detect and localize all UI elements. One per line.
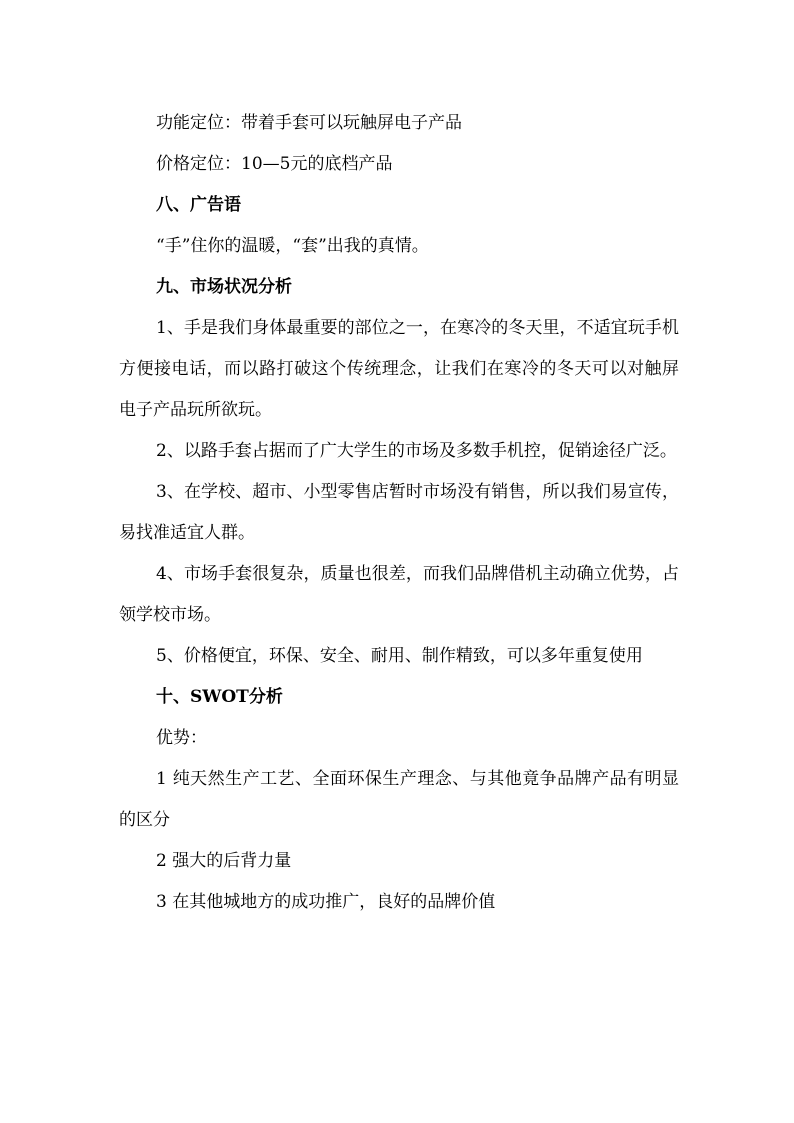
paragraph-price-positioning: 价格定位：10—5元的底档产品 (156, 154, 393, 174)
paragraph-strength-2: 2 强大的后背力量 (156, 851, 292, 871)
paragraph-market-point-2: 2、以路手套占据而了广大学生的市场及多数手机控，促销途径广泛。 (156, 441, 677, 461)
paragraph-strength-1: 1 纯天然生产工艺、全面环保生产理念、与其他竟争品牌产品有明显的区分 (119, 769, 679, 830)
heading-swot-analysis: 十、SWOT分析 (156, 687, 283, 707)
paragraph-slogan: “手”住你的温暖，“套”出我的真情。 (156, 236, 429, 256)
heading-market-analysis: 九、市场状况分析 (156, 277, 292, 297)
paragraph-market-point-4: 4、市场手套很复杂，质量也很差，而我们品牌借机主动确立优势，占领学校市场。 (119, 564, 679, 625)
paragraph-market-point-5: 5、价格便宜，环保、安全、耐用、制作精致，可以多年重复使用 (156, 646, 643, 666)
paragraph-market-point-1: 1、手是我们身体最重要的部位之一，在寒冷的冬天里，不适宜玩手机方便接电话，而以路打破这个传统理念，让我们在寒冷的冬天可以对触屏电子产品玩所欲玩。 (119, 318, 679, 420)
document-body (119, 103, 679, 923)
paragraph-function-positioning: 功能定位：带着手套可以玩触屏电子产品 (156, 113, 462, 133)
paragraph-market-point-3: 3、在学校、超市、小型零售店暂时市场没有销售，所以我们易宣传，易找准适宜人群。 (119, 482, 679, 543)
heading-slogan: 八、广告语 (156, 195, 241, 215)
paragraph-strengths-label: 优势： (156, 728, 207, 748)
paragraph-strength-3: 3 在其他城地方的成功推广，良好的品牌价值 (156, 892, 496, 912)
